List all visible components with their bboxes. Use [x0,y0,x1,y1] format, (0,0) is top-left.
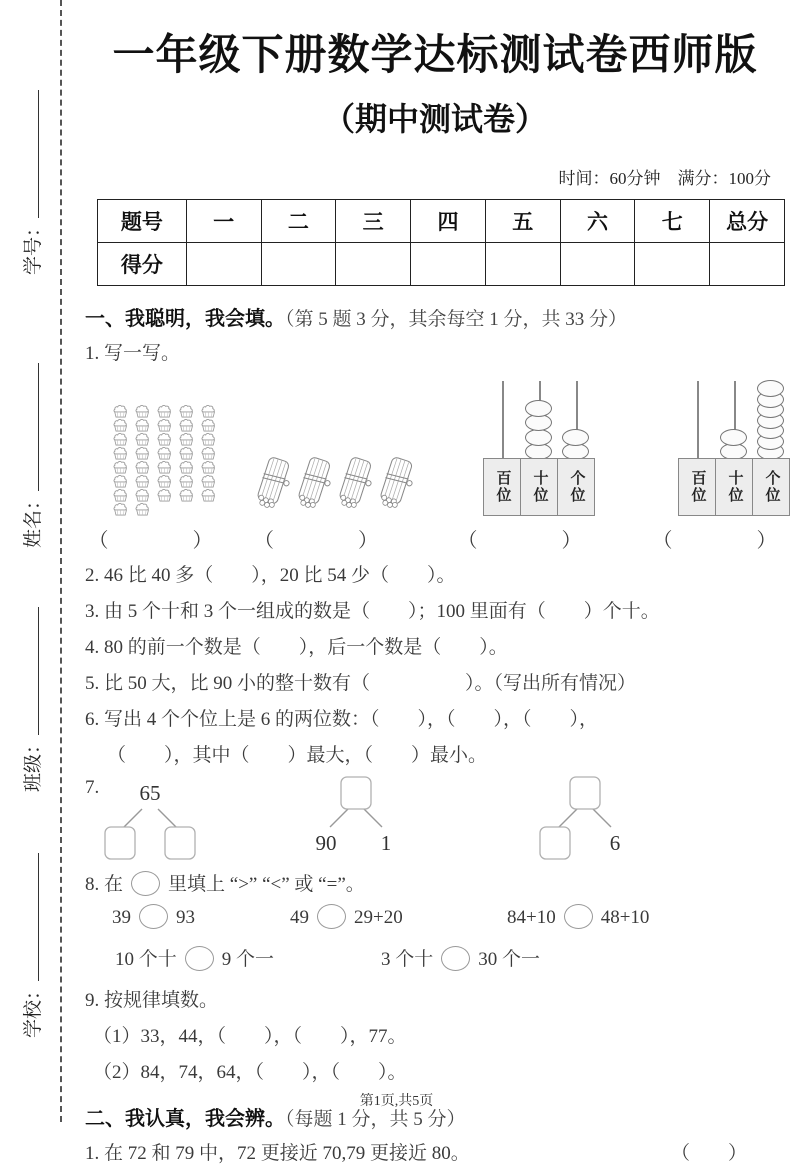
question-9-sub1: （1）33，44，（ ），（ ），77。 [93,1026,407,1047]
school-label: 学校： [23,980,44,1038]
sidebar-field-class [18,552,44,792]
cupcake-icon [198,460,220,474]
score-table-corner: 题号 [98,200,187,243]
bond-number: 65 [139,781,161,805]
section-two-note: （每题 1 分，共 5 分） [285,1109,466,1130]
cupcake-icon [176,446,198,460]
comparison-item [115,944,274,971]
score-cell-empty [635,243,710,286]
sidebar-field-student-id [18,35,44,275]
score-table-column: 一 [186,200,261,243]
score-cell-empty [261,243,336,286]
bond-empty-box [570,777,600,809]
name-label: 姓名： [23,490,44,548]
score-table-column: 二 [261,200,336,243]
cupcake-icon [176,432,198,446]
abacus-rod [502,381,504,460]
abacus-bead [525,429,552,446]
cupcake-icon [154,460,176,474]
comparison-left-value: 3 个十 [381,949,434,970]
answer-blank: （ ） [254,530,384,552]
bond-connector-line [559,809,577,827]
abacus [484,381,595,516]
cupcake-icon [198,474,220,488]
cupcake-icon [154,474,176,488]
comparison-right-value: 93 [176,907,195,928]
abacus-rod [697,381,699,460]
cupcake-icon [110,488,132,502]
comparison-circle [441,946,470,971]
question-8-row-2 [85,942,785,978]
section-two-q1-text: 1. 在 72 和 79 中，72 更接近 70,79 更接近 80。 [85,1143,470,1164]
abacus-figure-1 [450,381,595,553]
stick-bundle-row [252,455,416,516]
question-9: 9. 按规律填数。 [85,990,219,1011]
section-two-question-1 [85,1141,785,1167]
comparison-circle [564,904,593,929]
cupcake-icon [198,446,220,460]
place-value-label: 百位 [689,470,706,504]
place-value-box [483,458,521,516]
score-cell-empty [411,243,486,286]
comparison-left-value: 10 个十 [115,949,177,970]
cupcake-icon [110,418,132,432]
cupcake-icon [198,418,220,432]
number-bond [90,773,210,861]
question-7-label: 7. [85,777,100,798]
score-cell-empty [485,243,560,286]
student-id-label: 学号： [23,217,44,275]
stick-bundle-icon [293,455,334,516]
score-table-column: 三 [336,200,411,243]
question-8-text-after: 里填上 “>” “<” 或 “=”。 [168,874,365,895]
section-one-title: 一、我聪明，我会填。 [85,308,285,330]
number-bond [525,773,645,861]
bond-connector-line [124,809,142,827]
sidebar-field-school [18,798,44,1038]
bond-connector-line [593,809,611,827]
abacus-column [678,381,716,516]
answer-blank: （ ） [88,530,219,552]
comparison-right-value: 30 个一 [478,949,541,970]
name-blank-line [22,363,39,491]
bond-number: 6 [609,831,621,855]
score-row-label: 得分 [98,243,187,286]
bond-number: 90 [315,831,337,855]
cupcake-icon [198,432,220,446]
comparison-right-value: 29+20 [354,907,403,928]
place-value-box [520,458,558,516]
comparison-item [381,944,540,971]
cupcake-icon [176,404,198,418]
place-value-label: 十位 [726,470,743,504]
cupcake-icon [154,446,176,460]
cupcake-icon [154,404,176,418]
abacus-column [752,381,790,516]
number-bond [296,773,416,861]
abacus-column [483,381,521,516]
cupcake-icon [176,418,198,432]
question-3: 3. 由 5 个十和 3 个一组成的数是（ ）；100 里面有（ ）个十。 [85,601,660,622]
class-blank-line [22,607,39,735]
score-cell-empty [710,243,785,286]
comparison-left-value: 39 [112,907,131,928]
score-table-column: 七 [635,200,710,243]
score-table-column: 总分 [710,200,785,243]
comparison-left-value: 49 [290,907,309,928]
question-4: 4. 80 的前一个数是（ ），后一个数是（ ）。 [85,637,508,658]
cupcake-icon [198,488,220,502]
page-title: 一年级下册数学达标测试卷西师版 [112,33,758,79]
abacus-bead [525,400,552,417]
question-2: 2. 46 比 40 多（ ），20 比 54 少（ ）。 [85,565,456,586]
stick-bundle-figure [222,455,416,553]
stick-bundle-icon [252,455,293,516]
question-8-text-before: 8. 在 [85,874,124,895]
abacus-bead [757,380,784,397]
answer-blank: （ ） [670,1143,747,1164]
place-value-box [715,458,753,516]
cupcake-icon [110,404,132,418]
abacus-bead [562,429,589,446]
cupcake-icon [154,488,176,502]
cupcake-icon [132,488,154,502]
comparison-circle [139,904,168,929]
cupcake-icon [110,432,132,446]
comparison-circle [185,946,214,971]
comparison-item [507,904,649,929]
cupcake-icon [176,474,198,488]
bond-number: 1 [380,831,392,855]
comparison-item [290,904,403,929]
score-cell-empty [560,243,635,286]
abacus [679,381,790,516]
place-value-box [752,458,790,516]
cupcake-icon [176,488,198,502]
abacus-column [557,381,595,516]
cupcake-icon [176,460,198,474]
bond-empty-box [165,827,195,859]
cupcake-icon [198,404,220,418]
question-8 [85,871,785,898]
question-6-line2: （ ），其中（ ）最大，（ ）最小。 [107,745,488,766]
answer-blank: （ ） [457,530,588,552]
student-id-blank-line [22,90,39,218]
fold-dashed-line [60,0,62,1122]
question-1: 1. 写一写。 [85,343,181,364]
abacus-figure-2 [645,381,790,553]
place-value-box [557,458,595,516]
answer-blank: （ ） [652,530,783,552]
question-5: 5. 比 50 大，比 90 小的整十数有（ ）。（写出所有情况） [85,673,637,694]
section-one-heading [85,302,785,331]
time-score-meta: 时间：60分钟 满分：100分 [558,169,771,188]
comparison-right-value: 9 个一 [221,949,275,970]
place-value-label: 个位 [763,470,780,504]
section-two-title: 二、我认真，我会辨。 [85,1108,285,1130]
cupcake-icon [154,418,176,432]
question-8-row-1 [85,902,785,938]
place-value-label: 十位 [531,470,548,504]
class-label: 班级： [23,734,44,792]
cupcake-icon [132,502,154,516]
comparison-right-value: 48+10 [600,907,650,928]
bond-empty-box [105,827,135,859]
cupcake-icon [132,432,154,446]
page-subtitle: （期中测试卷） [322,101,547,137]
cupcake-figure [85,404,222,553]
score-table-column: 五 [485,200,560,243]
question-1-figures [85,381,785,553]
abacus-column [715,381,753,516]
score-cell-empty [186,243,261,286]
question-6-line1: 6. 写出 4 个个位上是 6 的两位数：（ ），（ ），（ ）， [85,709,599,730]
cupcake-icon [132,404,154,418]
cupcake-icon [154,432,176,446]
abacus-bead [525,414,552,431]
question-7-number-bonds [85,773,785,861]
cupcake-icon [110,446,132,460]
stick-bundle-icon [334,455,375,516]
comparison-left-value: 84+10 [507,907,556,928]
comparison-circle [317,904,346,929]
stick-bundle-icon [375,455,416,516]
school-blank-line [22,853,39,981]
place-value-label: 百位 [494,470,511,504]
cupcake-icon [132,446,154,460]
paper-content [85,0,785,1167]
score-cell-empty [336,243,411,286]
cupcake-icon [110,502,132,516]
place-value-box [678,458,716,516]
score-table-column: 六 [560,200,635,243]
bond-empty-box [341,777,371,809]
cupcake-icon [132,418,154,432]
comparison-item [112,904,195,929]
cupcake-icon [110,460,132,474]
sidebar-field-name [18,308,44,548]
comparison-circle [131,871,160,896]
place-value-label: 个位 [568,470,585,504]
bond-connector-line [330,809,348,827]
abacus-column [520,381,558,516]
score-table-column: 四 [411,200,486,243]
bond-connector-line [158,809,176,827]
cupcake-icon [110,474,132,488]
cupcake-icon [132,460,154,474]
section-one-note: （第 5 题 3 分，其余每空 1 分，共 33 分） [285,309,628,330]
score-table [97,199,785,286]
bond-empty-box [540,827,570,859]
cupcake-icon [132,474,154,488]
cupcake-grid [110,404,222,516]
question-9-sub2: （2）84，74，64，（ ），（ ）。 [93,1062,407,1083]
bond-connector-line [364,809,382,827]
page-footer: 第1页,共5页 [359,1094,434,1109]
abacus-bead [720,429,747,446]
